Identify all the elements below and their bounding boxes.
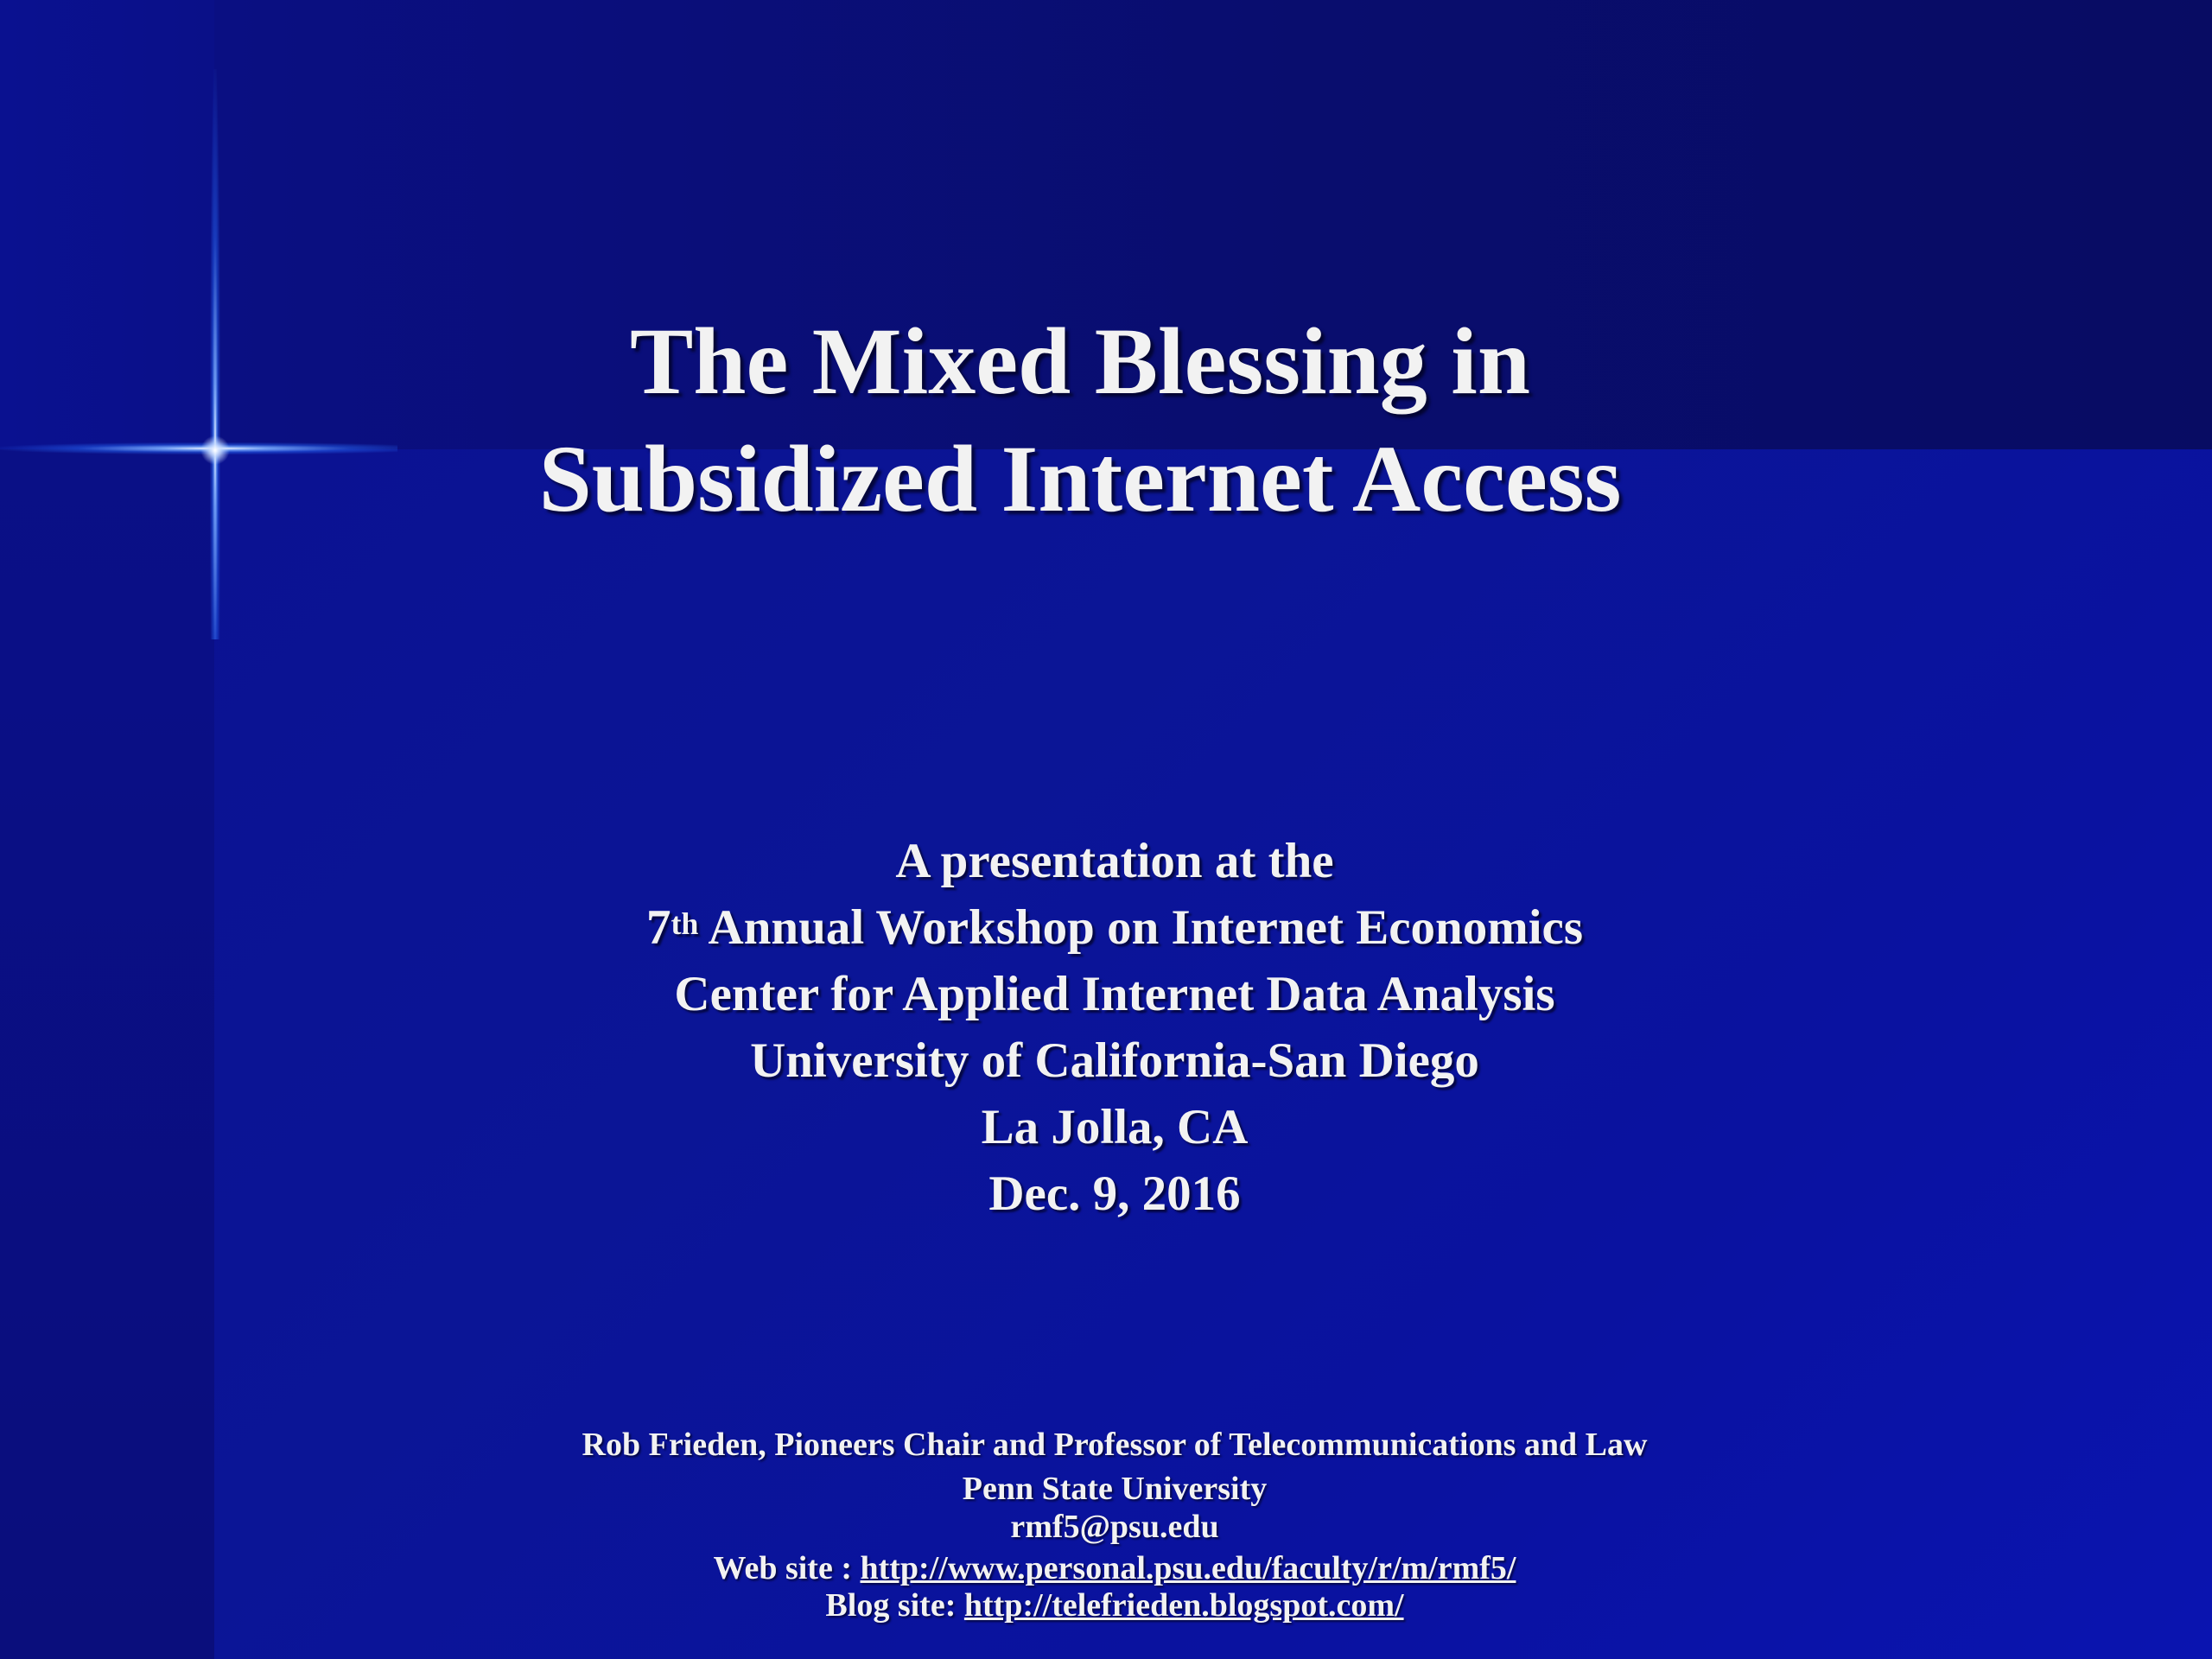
ordinal-suffix: th [671,906,699,941]
ordinal-number: 7 [645,900,671,955]
subtitle-line-5: La Jolla, CA [981,1100,1249,1154]
blog-link[interactable]: http://telefrieden.blogspot.com/ [963,1587,1404,1624]
author-email[interactable]: rmf5@psu.edu [1010,1509,1219,1545]
website-link[interactable]: http://www.personal.psu.edu/faculty/r/m/rmf5/ [860,1550,1516,1586]
subtitle-line-2 [458,894,1771,961]
title-line-2: Subsidized Internet Access [538,426,1622,531]
subtitle-line-4: University of California-San Diego [750,1033,1479,1088]
workshop-name: Annual Workshop on Internet Economics [698,900,1584,955]
light-flare-horizontal [0,442,397,454]
subtitle-line-1: A presentation at the [895,834,1334,888]
background-left-band [0,0,214,449]
title-line-1: The Mixed Blessing in [629,308,1531,414]
light-flare-vertical [210,69,220,639]
subtitle-line-3: Center for Applied Internet Data Analysis [674,967,1555,1021]
blog-line [415,1587,1815,1624]
author-institution: Penn State University [962,1471,1268,1507]
author-name: Rob Frieden, Pioneers Chair and Professor of Telecommunications and Law [582,1427,1648,1463]
website-line [415,1547,1815,1590]
blog-label: Blog site: [825,1587,964,1624]
slide-title [397,302,1763,537]
author-info [415,1422,1815,1624]
light-flare-core [200,435,230,465]
presentation-details [458,828,1771,1227]
presentation-date: Dec. 9, 2016 [988,1166,1241,1221]
website-label: Web site : [713,1550,861,1586]
